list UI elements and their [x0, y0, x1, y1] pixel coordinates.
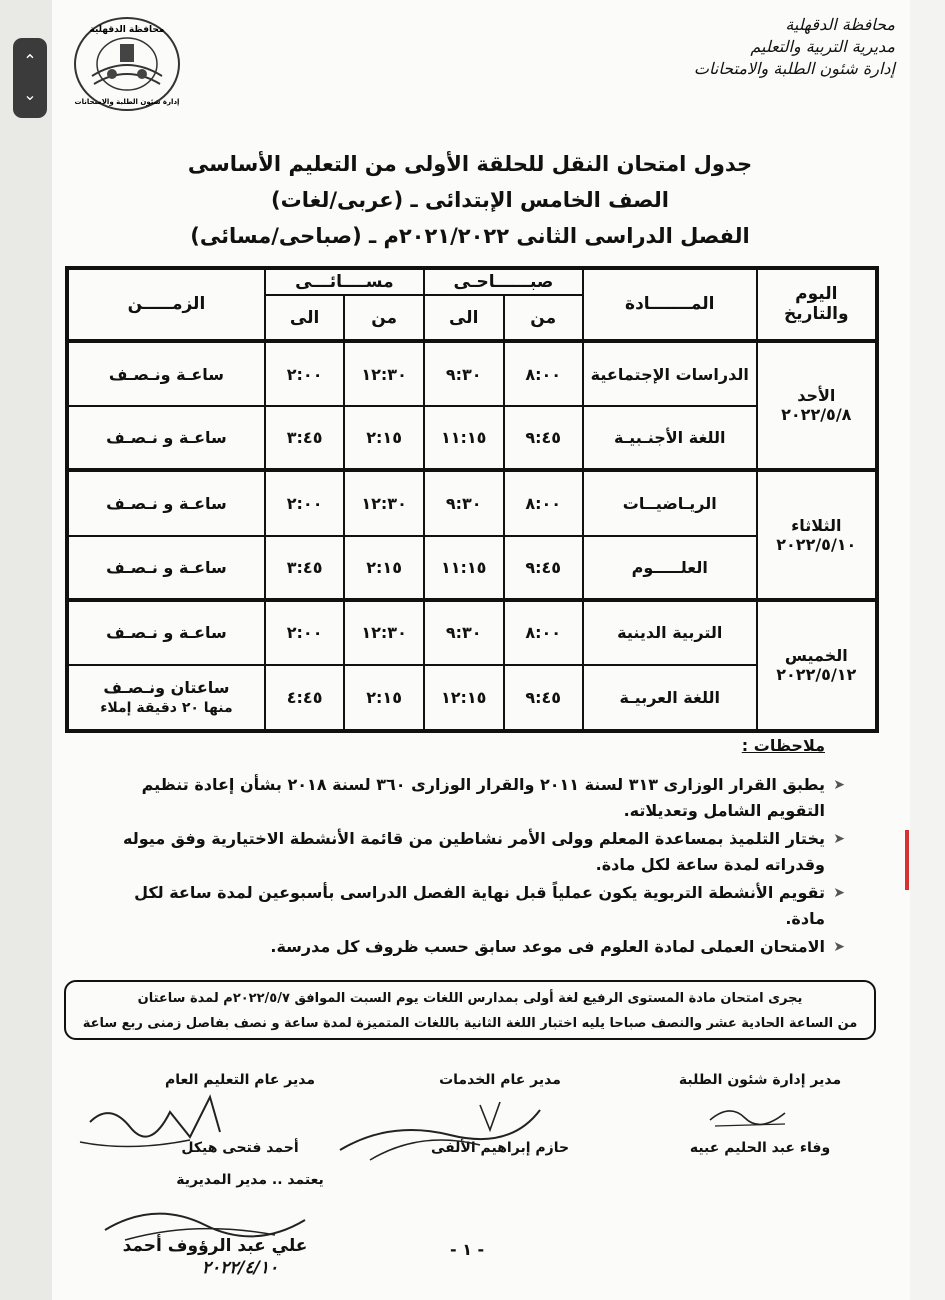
day-cell [757, 471, 876, 600]
notice-line-2: من الساعة الحادية عشر والنصف صباحا يليه اختبار اللغة الثانية باللغات المتميزة لمدة ساعة و نصف بفاصل زمنى ربع ساعة [82, 1016, 858, 1031]
header-subject: المـــــــادة [583, 269, 757, 342]
evening-to-cell: ٣:٤٥ [265, 406, 344, 471]
signature-title: مدير عام التعليم العام [165, 1072, 315, 1088]
notes-heading: ملاحظات : [741, 736, 825, 755]
logo-bottom-text: إدارة شئون الطلبة والامتحانات [74, 98, 180, 106]
title-line-2: الصف الخامس الإبتدائى ـ (عربى/لغات) [271, 188, 669, 212]
evening-from-cell: ١٢:٣٠ [344, 601, 424, 666]
letterhead [665, 14, 895, 80]
logo-top-text: محافظة الدقهلية [89, 25, 165, 35]
morning-from-cell: ٩:٤٥ [504, 665, 583, 730]
bullet-icon: ➤ [833, 939, 845, 955]
morning-from-cell: ٩:٤٥ [504, 406, 583, 471]
note-item [95, 826, 845, 878]
notice-line-1: يجرى امتحان مادة المستوى الرفيع لغة أولى بمدارس اللغات يوم السبت الموافق ٢٠٢٢/٥/٧م لمدة ساعتان [137, 991, 803, 1006]
advanced-level-notice [64, 980, 876, 1040]
duration-cell: ساعـة و نـصـف [68, 471, 265, 536]
letterhead-department: إدارة شئون الطلبة والامتحانات [693, 59, 895, 78]
subject-cell: الريـاضيــات [583, 471, 757, 536]
exam-schedule-table [65, 266, 879, 733]
subject-cell: الدراسات الإجتماعية [583, 342, 757, 407]
evening-to-cell: ٤:٤٥ [265, 665, 344, 730]
evening-to-cell: ٢:٠٠ [265, 471, 344, 536]
duration-text: ساعتان ونـصـف [103, 677, 230, 697]
subject-cell: اللغة الأجنـبيـة [583, 406, 757, 471]
duration-cell: ساعـة و نـصـف [68, 406, 265, 471]
duration-cell: ساعـة و نـصـف [68, 601, 265, 666]
subject-cell: التربية الدينية [583, 601, 757, 666]
morning-to-cell: ١٢:١٥ [424, 665, 504, 730]
day-date: ٢٠٢٢/٥/١٢ [776, 665, 857, 685]
morning-from-cell: ٩:٤٥ [504, 536, 583, 601]
evening-from-cell: ١٢:٣٠ [344, 342, 424, 407]
day-cell [757, 601, 876, 730]
document-title [120, 146, 820, 254]
duration-cell: ساعـة ونـصـف [68, 342, 265, 407]
duration-cell: ساعـة و نـصـف [68, 536, 265, 601]
chevron-down-icon[interactable]: ⌄ [23, 85, 37, 104]
page-nav-control[interactable] [13, 38, 47, 118]
morning-to-cell: ٩:٣٠ [424, 342, 504, 407]
evening-from-cell: ٢:١٥ [344, 536, 424, 601]
morning-to-cell: ١١:١٥ [424, 536, 504, 601]
signature-title: مدير عام الخدمات [439, 1072, 561, 1088]
morning-to-cell: ١١:١٥ [424, 406, 504, 471]
viewer-margin [0, 0, 52, 1300]
signature-title: مدير إدارة شئون الطلبة [678, 1072, 842, 1088]
duration-cell [68, 665, 265, 730]
note-item [95, 772, 845, 824]
day-cell [757, 342, 876, 471]
evening-from-cell: ١٢:٣٠ [344, 471, 424, 536]
morning-to-cell: ٩:٣٠ [424, 601, 504, 666]
title-line-3: الفصل الدراسى الثانى ٢٠٢١/٢٠٢٢م ـ (صباحى/مسائى) [190, 224, 750, 248]
day-name: الثلاثاء [791, 515, 842, 535]
header-duration: الزمـــــن [68, 269, 265, 342]
note-text: الامتحان العملى لمادة العلوم فى موعد سابق حسب ظروف كل مدرسة. [270, 937, 825, 956]
evening-to-cell: ٣:٤٥ [265, 536, 344, 601]
day-date: ٢٠٢٢/٥/١٠ [776, 534, 857, 554]
header-day-date: اليوم والتاريخ [757, 269, 876, 342]
morning-from-cell: ٨:٠٠ [504, 342, 583, 407]
title-line-1: جدول امتحان النقل للحلقة الأولى من التعليم الأساسى [187, 152, 753, 176]
bullet-icon: ➤ [833, 885, 845, 901]
bullet-icon: ➤ [833, 831, 845, 847]
morning-from-cell: ٨:٠٠ [504, 601, 583, 666]
approval-label: يعتمد .. مدير المديرية [176, 1172, 324, 1188]
director-date: ٢٠٢٢/٤/١٠ [201, 1258, 279, 1278]
note-item [95, 934, 845, 960]
header-morning-to: الى [424, 295, 504, 342]
subject-cell: اللغة العربيـة [583, 665, 757, 730]
letterhead-directorate: مديرية التربية والتعليم [750, 37, 895, 56]
signature-scribble [705, 1098, 795, 1132]
duration-note: منها ٢٠ دقيقة إملاء [100, 699, 233, 716]
header-evening-to: الى [265, 295, 344, 342]
evening-from-cell: ٢:١٥ [344, 665, 424, 730]
note-text: تقويم الأنشطة التربوية يكون عملياً قبل نهاية الفصل الدراسى بأسبوعين لمدة ساعة لكل مادة. [134, 883, 825, 928]
signature-name: حازم إبراهيم الألفى [430, 1140, 570, 1156]
signature-name: أحمد فتحى هيكل [181, 1140, 299, 1156]
evening-to-cell: ٢:٠٠ [265, 601, 344, 666]
scrollbar-indicator[interactable] [905, 830, 909, 890]
director-name: علي عبد الرؤوف أحمد [122, 1236, 308, 1256]
header-evening-from: من [344, 295, 424, 342]
header-morning: صبــــــاحـى [424, 269, 583, 295]
day-date: ٢٠٢٢/٥/٨ [781, 405, 852, 425]
chevron-up-icon[interactable]: ⌃ [23, 51, 37, 70]
directorate-logo [72, 14, 182, 114]
morning-from-cell: ٨:٠٠ [504, 471, 583, 536]
letterhead-governorate: محافظة الدقهلية [785, 15, 895, 34]
morning-to-cell: ٩:٣٠ [424, 471, 504, 536]
note-text: يختار التلميذ بمساعدة المعلم وولى الأمر نشاطين من قائمة الأنشطة الاختيارية وفق ميوله وقدراته لمدة ساعة لكل مادة. [123, 829, 825, 874]
header-evening: مســــائـــى [265, 269, 424, 295]
day-name: الأحد [797, 386, 836, 406]
evening-from-cell: ٢:١٥ [344, 406, 424, 471]
signature-name: وفاء عبد الحليم عبيه [689, 1140, 831, 1156]
header-morning-from: من [504, 295, 583, 342]
page-number: - ١ - [450, 1240, 485, 1259]
note-text: يطبق القرار الوزارى ٣١٣ لسنة ٢٠١١ والقرار الوزارى ٣٦٠ لسنة ٢٠١٨ بشأن إعادة تنظيم التقويم الشامل وتعديلاته. [141, 775, 825, 820]
day-name: الخميس [784, 646, 848, 666]
signature-scribble [330, 1090, 550, 1170]
note-item [95, 880, 845, 932]
evening-to-cell: ٢:٠٠ [265, 342, 344, 407]
notes-list [95, 772, 845, 962]
signature-scribble [70, 1082, 260, 1162]
bullet-icon: ➤ [833, 777, 845, 793]
subject-cell: العلـــــوم [583, 536, 757, 601]
